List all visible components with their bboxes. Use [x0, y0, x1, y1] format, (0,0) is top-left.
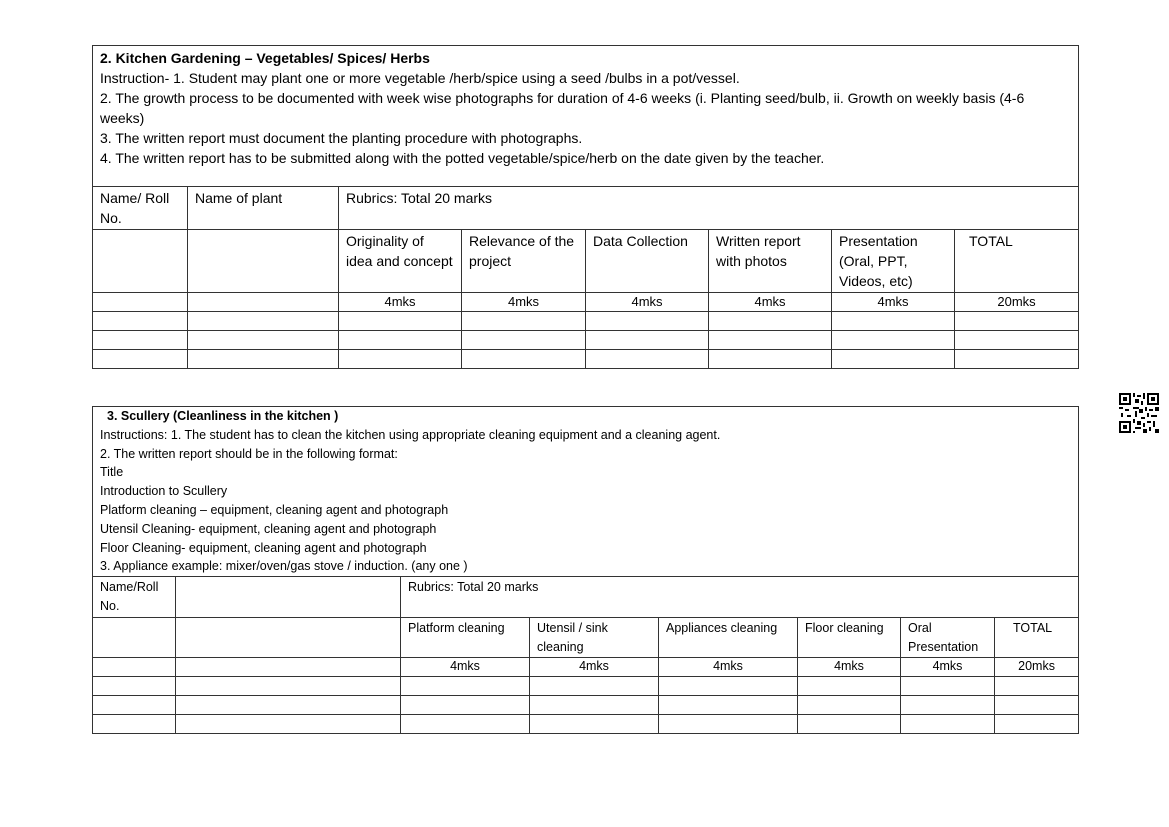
table-row: [93, 331, 1079, 350]
empty-cell: [93, 658, 176, 677]
section2-title: 2. Kitchen Gardening – Vegetables/ Spices/ Herbs: [100, 50, 430, 66]
criterion-data-collection: Data Collection: [586, 230, 709, 293]
criterion-presentation: Presentation (Oral, PPT, Videos, etc): [832, 230, 955, 293]
empty-cell: [188, 293, 339, 312]
criterion-appliances-cleaning: Appliances cleaning: [659, 617, 798, 658]
scullery-table: [92, 406, 1079, 734]
criterion-written-report: Written report with photos: [709, 230, 832, 293]
marks-utensil-cleaning: 4mks: [530, 658, 659, 677]
rubrics-label: Rubrics: Total 20 marks: [339, 187, 1079, 230]
table-row: [93, 677, 1079, 696]
table-row: [93, 312, 1079, 331]
section3-instructions: [93, 407, 1079, 577]
qr-code-icon: [1119, 393, 1159, 433]
section3-instruction-1: Instructions: 1. The student has to clean the kitchen using appropriate cleaning equipment and a cleaning agent.: [100, 427, 721, 442]
header-plant-name: Name of plant: [188, 187, 339, 230]
criterion-total: TOTAL: [955, 230, 1079, 293]
marks-platform-cleaning: 4mks: [401, 658, 530, 677]
marks-data-collection: 4mks: [586, 293, 709, 312]
marks-presentation: 4mks: [832, 293, 955, 312]
criterion-total: TOTAL: [995, 617, 1079, 658]
marks-relevance: 4mks: [462, 293, 586, 312]
rubrics-label: Rubrics: Total 20 marks: [401, 577, 1079, 618]
marks-floor-cleaning: 4mks: [798, 658, 901, 677]
section3-instruction-3: Title: [100, 465, 124, 480]
table-row: [93, 696, 1079, 715]
section2-instruction-4: 4. The written report has to be submitted along with the potted vegetable/spice/herb on the date given by the teacher.: [100, 150, 825, 166]
section2-instruction-3: 3. The written report must document the planting procedure with photographs.: [100, 130, 583, 146]
marks-originality: 4mks: [339, 293, 462, 312]
section3-instruction-4: Introduction to Scullery: [100, 484, 228, 499]
empty-cell: [176, 658, 401, 677]
marks-total: 20mks: [995, 658, 1079, 677]
empty-cell: [93, 230, 188, 293]
section2-instruction-2: 2. The growth process to be documented with week wise photographs for duration of 4-6 weeks (i. Planting seed/bulb, ii. Growth on weekly basis (4-6 weeks): [100, 90, 1025, 126]
kitchen-gardening-table: [92, 45, 1079, 369]
criterion-utensil-cleaning: Utensil / sink cleaning: [530, 617, 659, 658]
criterion-oral-presentation: Oral Presentation: [901, 617, 995, 658]
marks-total: 20mks: [955, 293, 1079, 312]
section3-instruction-2: 2. The written report should be in the following format:: [100, 446, 398, 461]
empty-cell: [176, 617, 401, 658]
section3-instruction-7: Floor Cleaning- equipment, cleaning agent and photograph: [100, 540, 427, 555]
empty-cell: [93, 293, 188, 312]
marks-oral-presentation: 4mks: [901, 658, 995, 677]
header-name-roll: Name/ Roll No.: [93, 187, 188, 230]
section3-title: 3. Scullery (Cleanliness in the kitchen ): [107, 409, 339, 423]
marks-appliances-cleaning: 4mks: [659, 658, 798, 677]
section3-instruction-8: 3. Appliance example: mixer/oven/gas stove / induction. (any one ): [100, 559, 468, 574]
section3-instruction-5: Platform cleaning – equipment, cleaning agent and photograph: [100, 502, 449, 517]
section2-instructions: [93, 46, 1079, 187]
table-row: [93, 715, 1079, 734]
table-row: [93, 350, 1079, 369]
criterion-floor-cleaning: Floor cleaning: [798, 617, 901, 658]
criterion-originality: Originality of idea and concept: [339, 230, 462, 293]
empty-cell: [176, 577, 401, 618]
empty-cell: [188, 230, 339, 293]
section3-instruction-6: Utensil Cleaning- equipment, cleaning agent and photograph: [100, 521, 437, 536]
section2-instruction-1: Instruction- 1. Student may plant one or more vegetable /herb/spice using a seed /bulbs in a pot/vessel.: [100, 70, 740, 86]
marks-written-report: 4mks: [709, 293, 832, 312]
header-name-roll: Name/Roll No.: [93, 577, 176, 618]
criterion-relevance: Relevance of the project: [462, 230, 586, 293]
empty-cell: [93, 617, 176, 658]
criterion-platform-cleaning: Platform cleaning: [401, 617, 530, 658]
